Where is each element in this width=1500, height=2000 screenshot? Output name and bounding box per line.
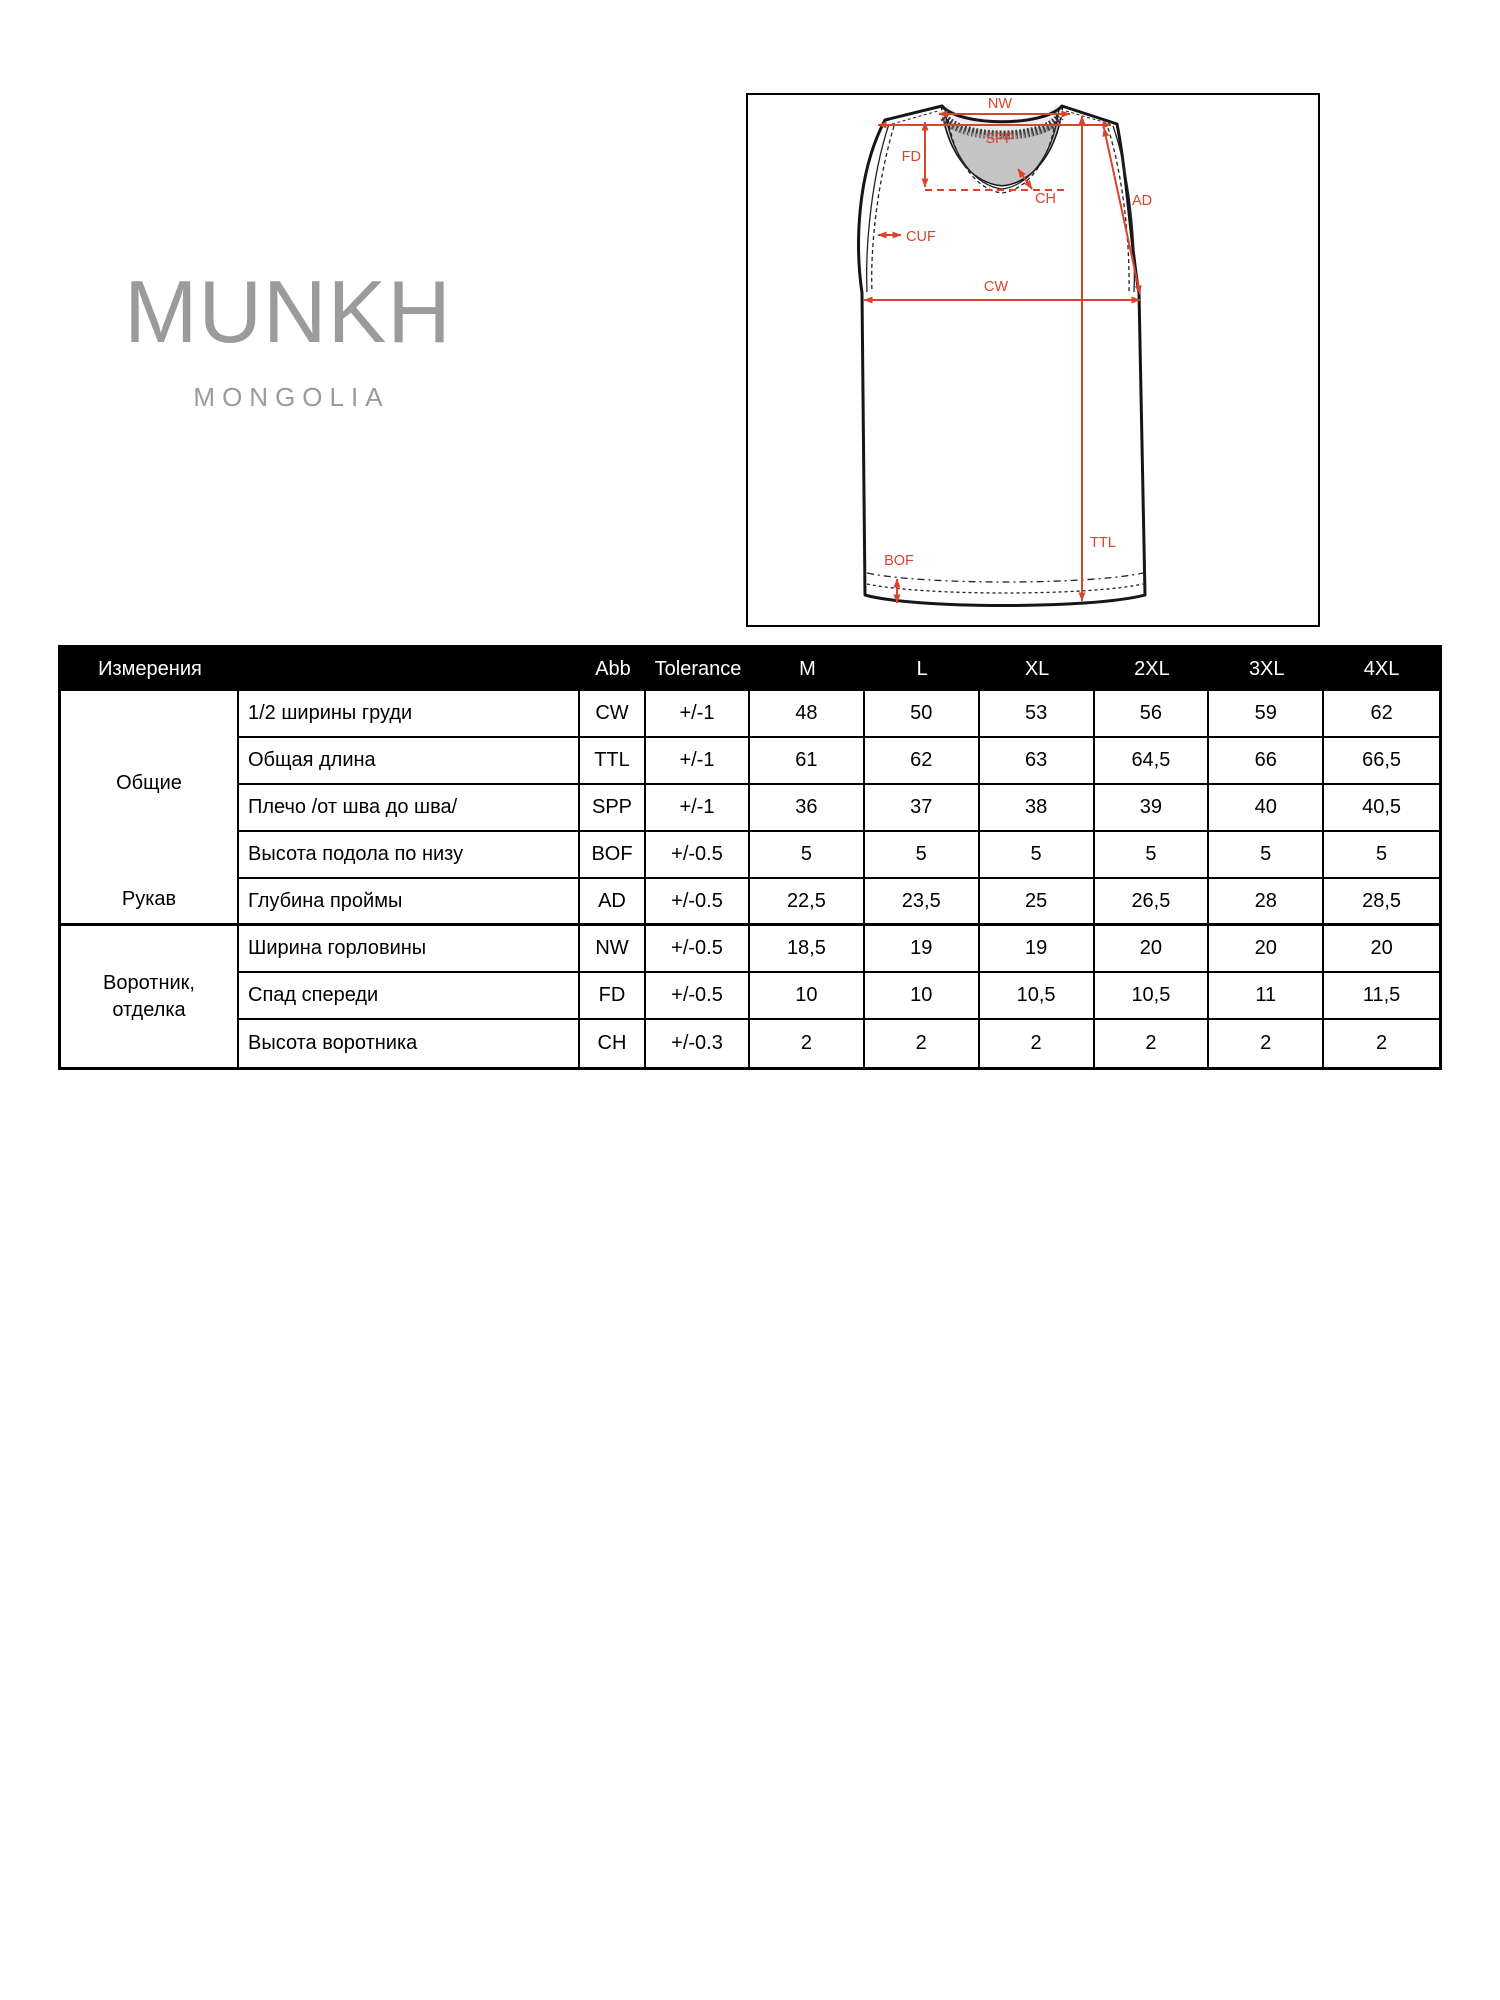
size-value: 20 — [1209, 926, 1324, 973]
size-value: 53 — [980, 691, 1095, 738]
size-value: 23,5 — [865, 879, 980, 926]
size-value: 28 — [1209, 879, 1324, 926]
size-value: 22,5 — [750, 879, 865, 926]
size-value: 20 — [1095, 926, 1210, 973]
group-cell-general-sleeve — [61, 691, 239, 926]
diagram-frame — [746, 93, 1320, 627]
measurement-name: Спад спереди — [239, 973, 580, 1020]
tank-top-diagram — [748, 95, 1318, 625]
size-value: 2 — [1376, 1032, 1388, 1054]
bof-label: BOF — [884, 553, 914, 569]
size-value: 26,5 — [1095, 879, 1210, 926]
size-value: 66,5 — [1324, 738, 1439, 785]
size-value: 28,5 — [1324, 879, 1439, 926]
size-value: 63 — [980, 738, 1095, 785]
measurement-name: Общая длина — [239, 738, 580, 785]
size-value: 10,5 — [980, 973, 1095, 1020]
measurement-name: Высота воротника — [239, 1020, 580, 1067]
size-table — [58, 645, 1442, 1070]
ch-label: CH — [1035, 191, 1056, 207]
size-value: 10 — [865, 973, 980, 1020]
size-value: 2 — [750, 1020, 865, 1067]
tolerance-value: +/-0.3 — [646, 1020, 750, 1067]
size-value: 59 — [1209, 691, 1324, 738]
size-value: 19 — [980, 926, 1095, 973]
spp-label: SPP — [985, 131, 1015, 147]
measurement-name: 1/2 ширины груди — [239, 691, 580, 738]
measurement-name: Высота подола по низу — [239, 832, 580, 879]
size-value: 19 — [865, 926, 980, 973]
measurement-name: Глубина проймы — [239, 879, 580, 926]
size-value: 40,5 — [1324, 785, 1439, 832]
size-value: 20 — [1324, 926, 1439, 973]
size-value: 2 — [865, 1020, 980, 1067]
cw-label: CW — [983, 279, 1009, 295]
ad-label: AD — [1132, 193, 1153, 209]
group-label-general: Общие — [116, 772, 182, 795]
abb-code: CH — [580, 1020, 646, 1067]
tolerance-value: +/-0.5 — [646, 879, 750, 926]
size-value: 38 — [980, 785, 1095, 832]
size-value: 11,5 — [1324, 973, 1439, 1020]
tolerance-value: +/-0.5 — [646, 832, 750, 879]
size-value: 50 — [865, 691, 980, 738]
group-label-collar-line2: отделка — [112, 998, 186, 1021]
size-value: 62 — [865, 738, 980, 785]
header-measurements: Измерения — [98, 658, 202, 680]
cuf-label: CUF — [906, 229, 936, 245]
size-value: 10 — [750, 973, 865, 1020]
header-tolerance: Tolerance — [654, 658, 742, 680]
group-label-sleeve: Рукав — [121, 888, 177, 911]
size-value: 48 — [750, 691, 865, 738]
fd-label: FD — [901, 149, 921, 165]
brand-logo — [118, 262, 458, 413]
tolerance-value: +/-0.5 — [646, 926, 750, 973]
size-value: 11 — [1209, 973, 1324, 1020]
size-value: 2 — [1209, 1020, 1324, 1067]
abb-code: NW — [580, 926, 646, 973]
abb-code: CW — [580, 691, 646, 738]
size-value: 56 — [1095, 691, 1210, 738]
size-value: 37 — [865, 785, 980, 832]
tolerance-value: +/-1 — [646, 691, 750, 738]
size-value: 61 — [750, 738, 865, 785]
size-value: 2 — [980, 1020, 1095, 1067]
size-value: 5 — [865, 832, 980, 879]
size-value: 2 — [1095, 1020, 1210, 1067]
size-value: 5 — [1095, 832, 1210, 879]
size-value: 64,5 — [1095, 738, 1210, 785]
size-value: 39 — [1095, 785, 1210, 832]
group-label-collar-line1: Воротник, — [103, 971, 195, 994]
header-size-l: L — [916, 658, 928, 680]
abb-code: BOF — [580, 832, 646, 879]
brand-name: MUNKH — [124, 262, 452, 361]
size-value: 5 — [1209, 832, 1324, 879]
brand-subtitle: MONGOLIA — [193, 382, 390, 412]
abb-code: SPP — [580, 785, 646, 832]
size-value: 18,5 — [750, 926, 865, 973]
group-cell-collar — [61, 926, 239, 1067]
header-size-2xl: 2XL — [1134, 658, 1170, 680]
size-value: 5 — [750, 832, 865, 879]
header-size-m: M — [799, 658, 816, 680]
table-body — [61, 691, 1439, 1067]
tolerance-value: +/-1 — [646, 785, 750, 832]
size-value: 40 — [1209, 785, 1324, 832]
abb-code: AD — [580, 879, 646, 926]
tolerance-value: +/-0.5 — [646, 973, 750, 1020]
size-value: 10,5 — [1095, 973, 1210, 1020]
size-value: 36 — [750, 785, 865, 832]
header-size-xl: XL — [1024, 658, 1050, 680]
ttl-label: TTL — [1090, 535, 1116, 551]
header-size-3xl: 3XL — [1248, 658, 1285, 680]
header-abb: Abb — [595, 658, 631, 680]
abb-code: FD — [580, 973, 646, 1020]
size-value: 62 — [1324, 691, 1439, 738]
size-value: 66 — [1209, 738, 1324, 785]
size-value: 5 — [980, 832, 1095, 879]
measurement-name: Ширина горловины — [239, 926, 580, 973]
measurement-name: Плечо /от шва до шва/ — [239, 785, 580, 832]
header-size-4xl: 4XL — [1363, 658, 1400, 680]
size-value: 25 — [980, 879, 1095, 926]
size-value: 5 — [1324, 832, 1439, 879]
tolerance-value: +/-1 — [646, 738, 750, 785]
table-header-row — [61, 648, 1439, 691]
abb-code: TTL — [580, 738, 646, 785]
nw-label: NW — [987, 96, 1013, 112]
